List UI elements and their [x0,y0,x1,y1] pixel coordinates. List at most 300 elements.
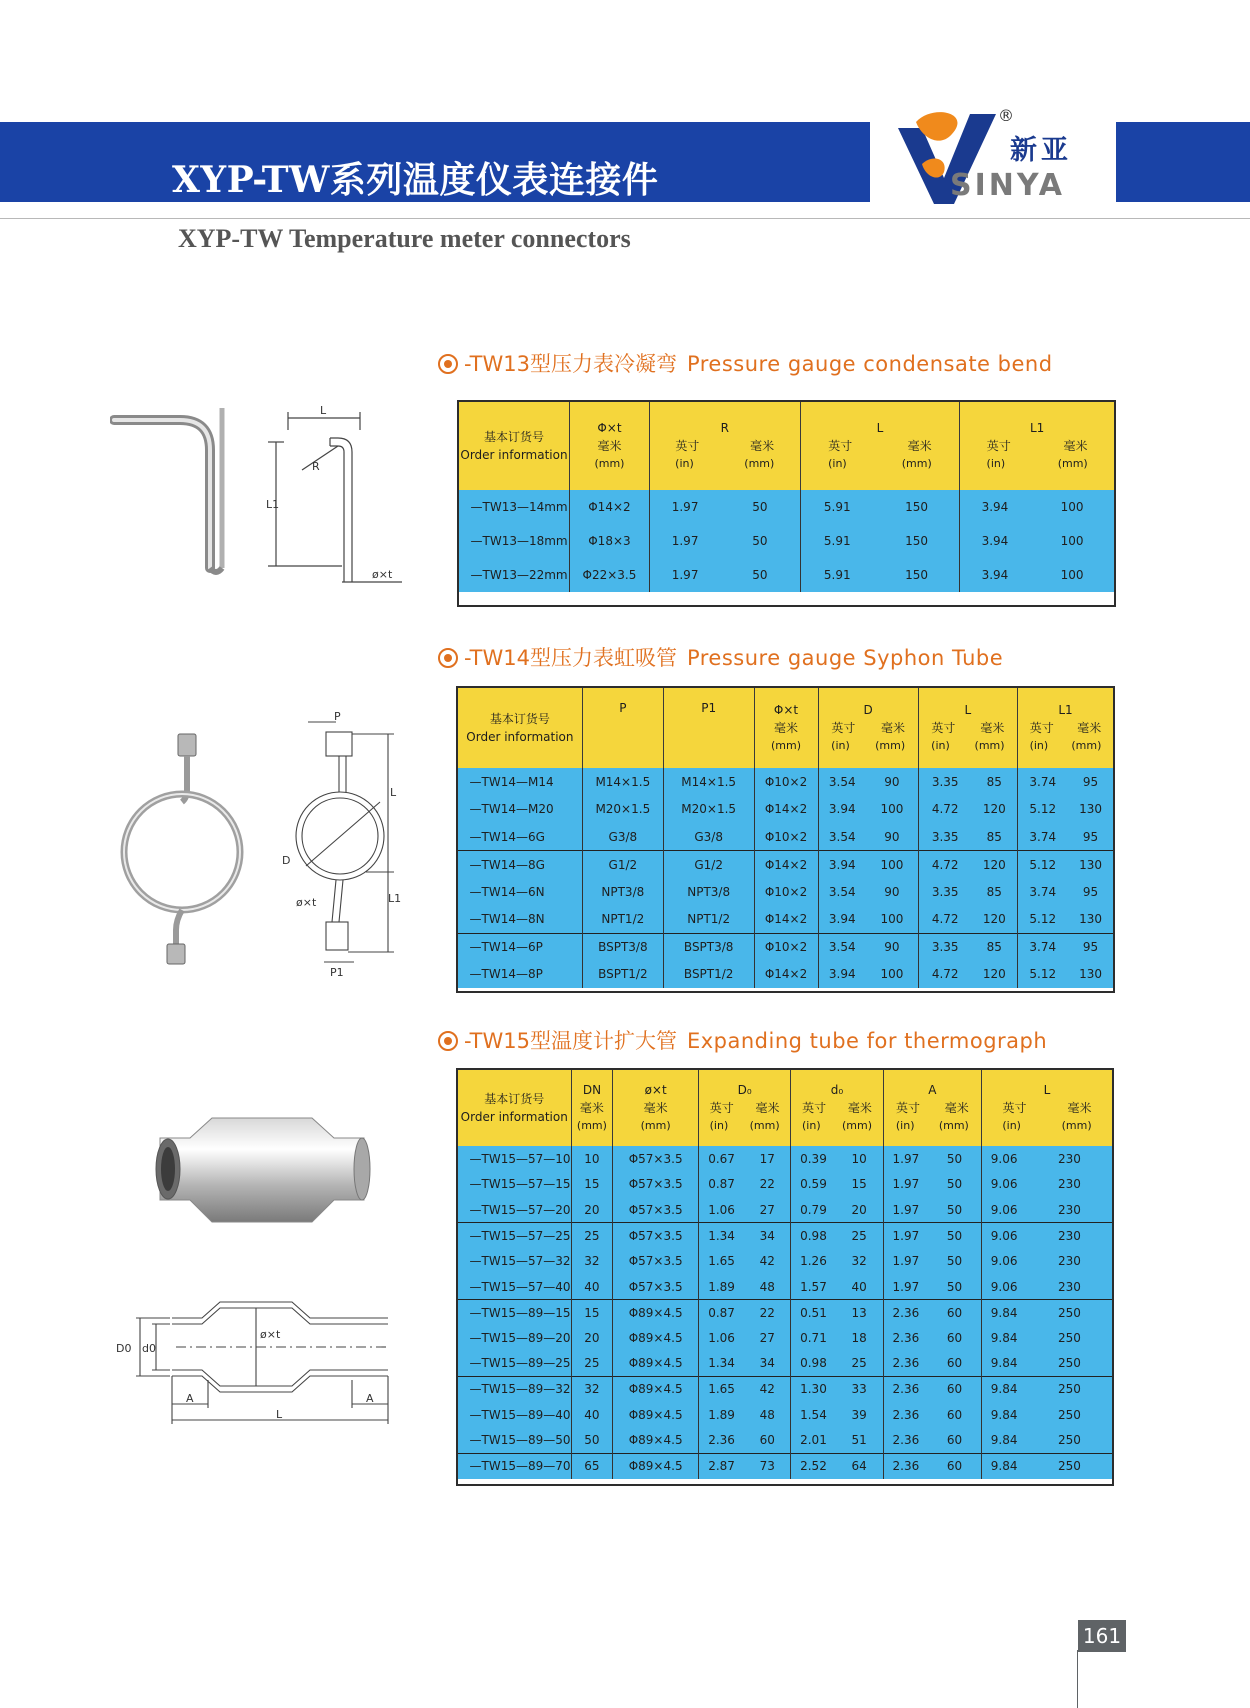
th-mm: (mm) [938,1118,969,1132]
th-l1-label: L1 [1058,702,1073,717]
order-code-cell: —TW15—57—15 [458,1172,572,1198]
table-cell: 2.01 [791,1428,836,1454]
table-cell: 32 [571,1248,613,1274]
tw13-dim-l1: L1 [266,498,280,511]
table-cell: 1.97 [883,1223,928,1249]
table-cell: 3.35 [918,933,971,961]
th-mm: (mm) [842,1118,873,1132]
th-in: (in) [828,456,847,470]
tw13-heading-cn: -TW13型压力表冷凝弯 [464,352,677,376]
page-title: XYP-TW系列温度仪表连接件 [172,159,659,201]
table-cell: NPT3/8 [582,878,663,906]
table-cell: 230 [1026,1248,1112,1274]
table-cell: 25 [571,1351,613,1377]
table-cell: 250 [1026,1351,1112,1377]
table-cell: Φ14×2 [754,796,818,824]
table-cell: 130 [1068,961,1114,989]
table-row [459,490,1115,524]
order-code-cell: —TW15—57—40 [458,1274,572,1300]
table-cell: 1.97 [883,1274,928,1300]
table-cell: 13 [836,1300,884,1326]
table-cell: 95 [1068,878,1114,906]
table-row [458,796,1114,824]
table-cell: 90 [866,823,918,851]
table-cell: 1.97 [649,490,720,524]
table-cell: 5.12 [1017,796,1067,824]
table-cell: 0.67 [698,1146,744,1172]
th-dn [571,1069,613,1146]
th-a-label: A [928,1082,937,1097]
table-cell: 1.30 [791,1376,836,1402]
table-cell: 1.65 [698,1376,744,1402]
page-subtitle: XYP-TW Temperature meter connectors [178,224,631,253]
table-cell: 22 [744,1300,791,1326]
th-d0-label: D₀ [737,1082,752,1097]
table-cell: 0.39 [791,1146,836,1172]
table-cell: 3.94 [818,961,866,989]
table-row [458,906,1114,934]
table-cell: 3.35 [918,823,971,851]
table-cell: 9.06 [982,1223,1027,1249]
table-cell: 10 [836,1146,884,1172]
table-cell: 50 [928,1248,982,1274]
table-cell: 20 [836,1197,884,1223]
table-cell: 60 [928,1325,982,1351]
table-cell: 2.52 [791,1453,836,1479]
table-cell: G3/8 [663,823,754,851]
th-p [582,687,663,768]
table-cell: 64 [836,1453,884,1479]
table-cell: 3.74 [1017,933,1067,961]
table-cell: 2.87 [698,1453,744,1479]
table-cell: NPT1/2 [663,906,754,934]
table-cell: 60 [928,1428,982,1454]
tw13-table-body [459,490,1115,592]
th-mm-cn: 毫米 [1063,438,1088,453]
table-cell: 50 [928,1274,982,1300]
th-mm: (mm) [974,738,1005,752]
table-cell: 100 [866,851,918,879]
th-mm-cn: 毫米 [944,1100,969,1115]
table-cell: 1.06 [698,1325,744,1351]
th-mm: (mm) [875,738,906,752]
table-row [458,1351,1113,1377]
th-in: (in) [1002,1118,1021,1132]
table-cell: 50 [928,1223,982,1249]
th-in: (in) [802,1118,821,1132]
table-cell: 27 [744,1197,791,1223]
table-cell: 25 [836,1223,884,1249]
tw15-heading [438,1025,1047,1055]
table-cell: 60 [928,1402,982,1428]
th-unit: (mm) [576,1118,607,1132]
table-cell: 5.12 [1017,851,1067,879]
table-cell: Φ10×2 [754,823,818,851]
table-cell: 100 [866,906,918,934]
th-order [459,401,570,490]
table-cell: 150 [874,490,960,524]
table-cell: 3.54 [818,933,866,961]
table-cell: 39 [836,1402,884,1428]
table-cell: M20×1.5 [663,796,754,824]
table-cell: 1.65 [698,1248,744,1274]
th-unit-cn: 毫米 [579,1100,604,1115]
table-cell: 9.84 [982,1453,1027,1479]
table-cell: 4.72 [918,961,971,989]
table-cell: 1.26 [791,1248,836,1274]
table-cell: 73 [744,1453,791,1479]
table-cell: 0.98 [791,1351,836,1377]
bullet-icon [438,648,458,668]
table-cell: M14×1.5 [663,768,754,796]
table-cell: 95 [1068,823,1114,851]
table-cell: NPT3/8 [663,878,754,906]
th-in-cn: 英寸 [709,1100,734,1115]
table-cell: 42 [744,1376,791,1402]
order-code-cell: —TW15—89—32 [458,1376,572,1402]
tw14-dim-p1: P1 [330,966,344,979]
th-r-label: R [720,420,729,435]
table-cell: 95 [1068,933,1114,961]
table-cell: 0.71 [791,1325,836,1351]
table-cell: 51 [836,1428,884,1454]
tw14-dim-d: D [282,854,291,867]
th-p1-label: P1 [701,701,717,715]
th-p-label: P [619,701,627,715]
table-cell: 50 [720,490,800,524]
th-phi [754,687,818,768]
th-a [883,1069,981,1146]
table-cell: 15 [571,1172,613,1198]
tw13-dim-r: R [312,460,320,473]
table-cell: 90 [866,768,918,796]
table-cell: 230 [1026,1146,1112,1172]
table-cell: Φ89×4.5 [613,1428,699,1454]
table-row [458,1172,1113,1198]
table-cell: 85 [972,823,1018,851]
th-mm-cn: 毫米 [880,720,905,735]
th-d [818,687,918,768]
tw14-spec-table [457,687,1114,988]
table-cell: 230 [1026,1274,1112,1300]
table-row [458,1274,1113,1300]
table-cell: 48 [744,1274,791,1300]
table-cell: 1.97 [883,1197,928,1223]
order-code-cell: —TW15—89—20 [458,1325,572,1351]
tw13-drawing [262,400,407,590]
table-cell: 120 [972,796,1018,824]
table-cell: 20 [571,1197,613,1223]
table-cell: 90 [866,933,918,961]
table-cell: 120 [972,906,1018,934]
order-code-cell: —TW15—57—10 [458,1146,572,1172]
tw14-dim-l1: L1 [388,892,402,905]
table-cell: 15 [571,1300,613,1326]
table-cell: 4.72 [918,796,971,824]
table-row [458,823,1114,851]
table-row [458,1453,1113,1479]
th-l [918,687,1017,768]
th-unit: (mm) [594,456,625,470]
order-code-cell: —TW13—22mm [459,558,570,592]
order-code-cell: —TW14—6P [458,933,583,961]
table-cell: 40 [571,1274,613,1300]
table-cell: 50 [720,558,800,592]
bullet-icon [438,1031,458,1051]
table-cell: 9.84 [982,1428,1027,1454]
table-cell: Φ57×3.5 [613,1146,699,1172]
table-row [459,558,1115,592]
table-cell: 9.06 [982,1248,1027,1274]
table-cell: Φ89×4.5 [613,1300,699,1326]
tw15-dim-d0: D0 [116,1342,132,1355]
tw14-dim-l: L [390,786,397,799]
th-in: (in) [931,738,950,752]
th-order-cn: 基本订货号 [483,429,544,444]
table-cell: Φ14×2 [754,961,818,989]
th-phi-label: ø×t [644,1082,667,1097]
th-l-label: L [876,420,884,435]
table-cell: 15 [836,1172,884,1198]
table-cell: 3.94 [960,490,1030,524]
table-cell: 2.36 [698,1428,744,1454]
order-code-cell: —TW15—57—32 [458,1248,572,1274]
th-order-cn: 基本订货号 [489,711,550,726]
table-cell: Φ57×3.5 [613,1274,699,1300]
table-cell: BSPT1/2 [663,961,754,989]
table-cell: 60 [928,1453,982,1479]
table-cell: 9.84 [982,1325,1027,1351]
table-cell: 150 [874,558,960,592]
table-row [458,1146,1113,1172]
table-cell: 90 [866,878,918,906]
th-in: (in) [675,456,694,470]
table-cell: Φ14×2 [754,906,818,934]
th-l1 [1017,687,1113,768]
th-mm-cn: 毫米 [1077,720,1102,735]
table-cell: 2.36 [883,1402,928,1428]
th-order-cn: 基本订货号 [484,1091,545,1106]
registered-mark: ® [998,106,1014,125]
th-order [458,687,583,768]
order-code-cell: —TW14—8G [458,851,583,879]
table-cell: 2.36 [883,1376,928,1402]
tw14-heading [438,642,1003,672]
table-row [458,878,1114,906]
table-cell: 3.94 [818,796,866,824]
tw14-dim-p: P [334,712,341,723]
order-code-cell: —TW14—6N [458,878,583,906]
table-cell: 3.54 [818,878,866,906]
table-cell: 4.72 [918,906,971,934]
table-cell: 18 [836,1325,884,1351]
order-code-cell: —TW15—89—50 [458,1428,572,1454]
table-cell: 230 [1026,1197,1112,1223]
th-in-cn: 英寸 [986,438,1011,453]
table-cell: 60 [928,1376,982,1402]
tw15-product-photo-icon [150,1110,375,1230]
table-row [458,1223,1113,1249]
table-cell: Φ89×4.5 [613,1351,699,1377]
table-cell: 9.06 [982,1197,1027,1223]
table-cell: 130 [1068,851,1114,879]
table-cell: 1.97 [649,524,720,558]
table-cell: 0.51 [791,1300,836,1326]
table-cell: G1/2 [663,851,754,879]
order-code-cell: —TW14—M14 [458,768,583,796]
table-cell: 3.94 [960,558,1030,592]
table-cell: 1.57 [791,1274,836,1300]
logo-text-cn: 新亚 [1010,135,1072,166]
th-r [649,401,800,490]
table-cell: 9.06 [982,1172,1027,1198]
table-cell: 130 [1068,796,1114,824]
table-cell: 120 [972,851,1018,879]
table-cell: 50 [720,524,800,558]
order-code-cell: —TW14—6G [458,823,583,851]
th-phi-label: Φ×t [773,702,799,717]
tw14-table-body [458,768,1114,988]
th-l1-label: L1 [1029,420,1045,435]
table-cell: Φ57×3.5 [613,1197,699,1223]
th-l-label: L [964,702,972,717]
table-cell: 25 [836,1351,884,1377]
table-cell: 100 [1030,558,1115,592]
th-in-cn: 英寸 [802,1100,827,1115]
th-unit-cn: 毫米 [643,1100,668,1115]
th-in: (in) [1029,738,1049,752]
table-cell: Φ57×3.5 [613,1248,699,1274]
order-code-cell: —TW15—57—25 [458,1223,572,1249]
table-cell: 250 [1026,1453,1112,1479]
table-cell: 9.84 [982,1402,1027,1428]
table-cell: 50 [928,1197,982,1223]
table-row [458,851,1114,879]
table-cell: 250 [1026,1376,1112,1402]
th-d0s [791,1069,883,1146]
tw15-dim-a-right: A [366,1392,374,1405]
table-cell: 0.98 [791,1223,836,1249]
table-cell: 150 [874,524,960,558]
tw13-dim-l: L [320,404,327,417]
table-cell: 3.35 [918,878,971,906]
order-code-cell: —TW15—57—20 [458,1197,572,1223]
th-d0s-label: d₀ [830,1082,844,1097]
table-cell: 1.89 [698,1274,744,1300]
table-cell: 50 [928,1146,982,1172]
table-cell: Φ89×4.5 [613,1453,699,1479]
table-cell: 2.36 [883,1300,928,1326]
table-cell: 1.89 [698,1402,744,1428]
table-cell: G1/2 [582,851,663,879]
table-cell: Φ14×2 [754,851,818,879]
table-cell: 9.84 [982,1300,1027,1326]
table-cell: 5.91 [800,490,874,524]
th-l [982,1069,1113,1146]
th-in-cn: 英寸 [1029,720,1054,735]
table-cell: 5.91 [800,524,874,558]
order-code-cell: —TW14—8P [458,961,583,989]
table-cell: 60 [928,1351,982,1377]
table-cell: M14×1.5 [582,768,663,796]
table-cell: 2.36 [883,1325,928,1351]
table-cell: 1.54 [791,1402,836,1428]
table-cell: 85 [972,933,1018,961]
tw15-dim-l: L [276,1408,283,1421]
table-cell: 100 [1030,490,1115,524]
table-row [458,1402,1113,1428]
tw14-product-photo-icon [112,730,262,970]
table-cell: 85 [972,878,1018,906]
table-cell: BSPT1/2 [582,961,663,989]
table-cell: 65 [571,1453,613,1479]
table-cell: Φ10×2 [754,933,818,961]
table-cell: 40 [836,1274,884,1300]
table-cell: Φ18×3 [569,524,649,558]
table-cell: 50 [928,1172,982,1198]
th-mm-cn: 毫米 [755,1100,780,1115]
table-cell: 34 [744,1223,791,1249]
table-cell: 2.36 [883,1428,928,1454]
th-l-label: L [1043,1082,1051,1097]
table-row [458,1376,1113,1402]
table-cell: 5.12 [1017,906,1067,934]
table-cell: 2.36 [883,1351,928,1377]
table-cell: 0.59 [791,1172,836,1198]
th-mm: (mm) [749,1118,780,1132]
table-cell: 40 [571,1402,613,1428]
table-cell: 120 [972,961,1018,989]
th-unit: (mm) [640,1118,671,1132]
table-row [458,1197,1113,1223]
th-d0 [698,1069,790,1146]
table-cell: 5.91 [800,558,874,592]
table-cell: 95 [1068,768,1114,796]
table-cell: Φ14×2 [569,490,649,524]
table-cell: 50 [571,1428,613,1454]
table-cell: 25 [571,1223,613,1249]
table-cell: 9.06 [982,1274,1027,1300]
order-code-cell: —TW13—18mm [459,524,570,558]
table-cell: 32 [571,1376,613,1402]
th-order-en: Order information [460,447,568,462]
th-l1 [960,401,1115,490]
order-code-cell: —TW15—89—15 [458,1300,572,1326]
table-cell: 100 [866,961,918,989]
bullet-icon [438,354,458,374]
table-cell: 10 [571,1146,613,1172]
table-cell: 0.79 [791,1197,836,1223]
table-cell: 3.35 [918,768,971,796]
order-code-cell: —TW15—89—25 [458,1351,572,1377]
tw14-drawing [270,712,410,987]
th-mm: (mm) [1061,1118,1092,1132]
table-cell: Φ89×4.5 [613,1376,699,1402]
th-phi [613,1069,699,1146]
tw13-spec-table [458,401,1115,592]
tw13-product-photo-icon [110,400,230,580]
th-mm: (mm) [744,456,775,470]
th-unit: (mm) [771,738,802,752]
header-divider [0,218,1250,219]
table-cell: 9.84 [982,1376,1027,1402]
table-cell: G3/8 [582,823,663,851]
table-cell: Φ10×2 [754,768,818,796]
th-dn-label: DN [582,1082,602,1097]
tw15-dim-phi: ø×t [260,1328,281,1341]
table-cell: Φ10×2 [754,878,818,906]
table-cell: 3.74 [1017,878,1067,906]
